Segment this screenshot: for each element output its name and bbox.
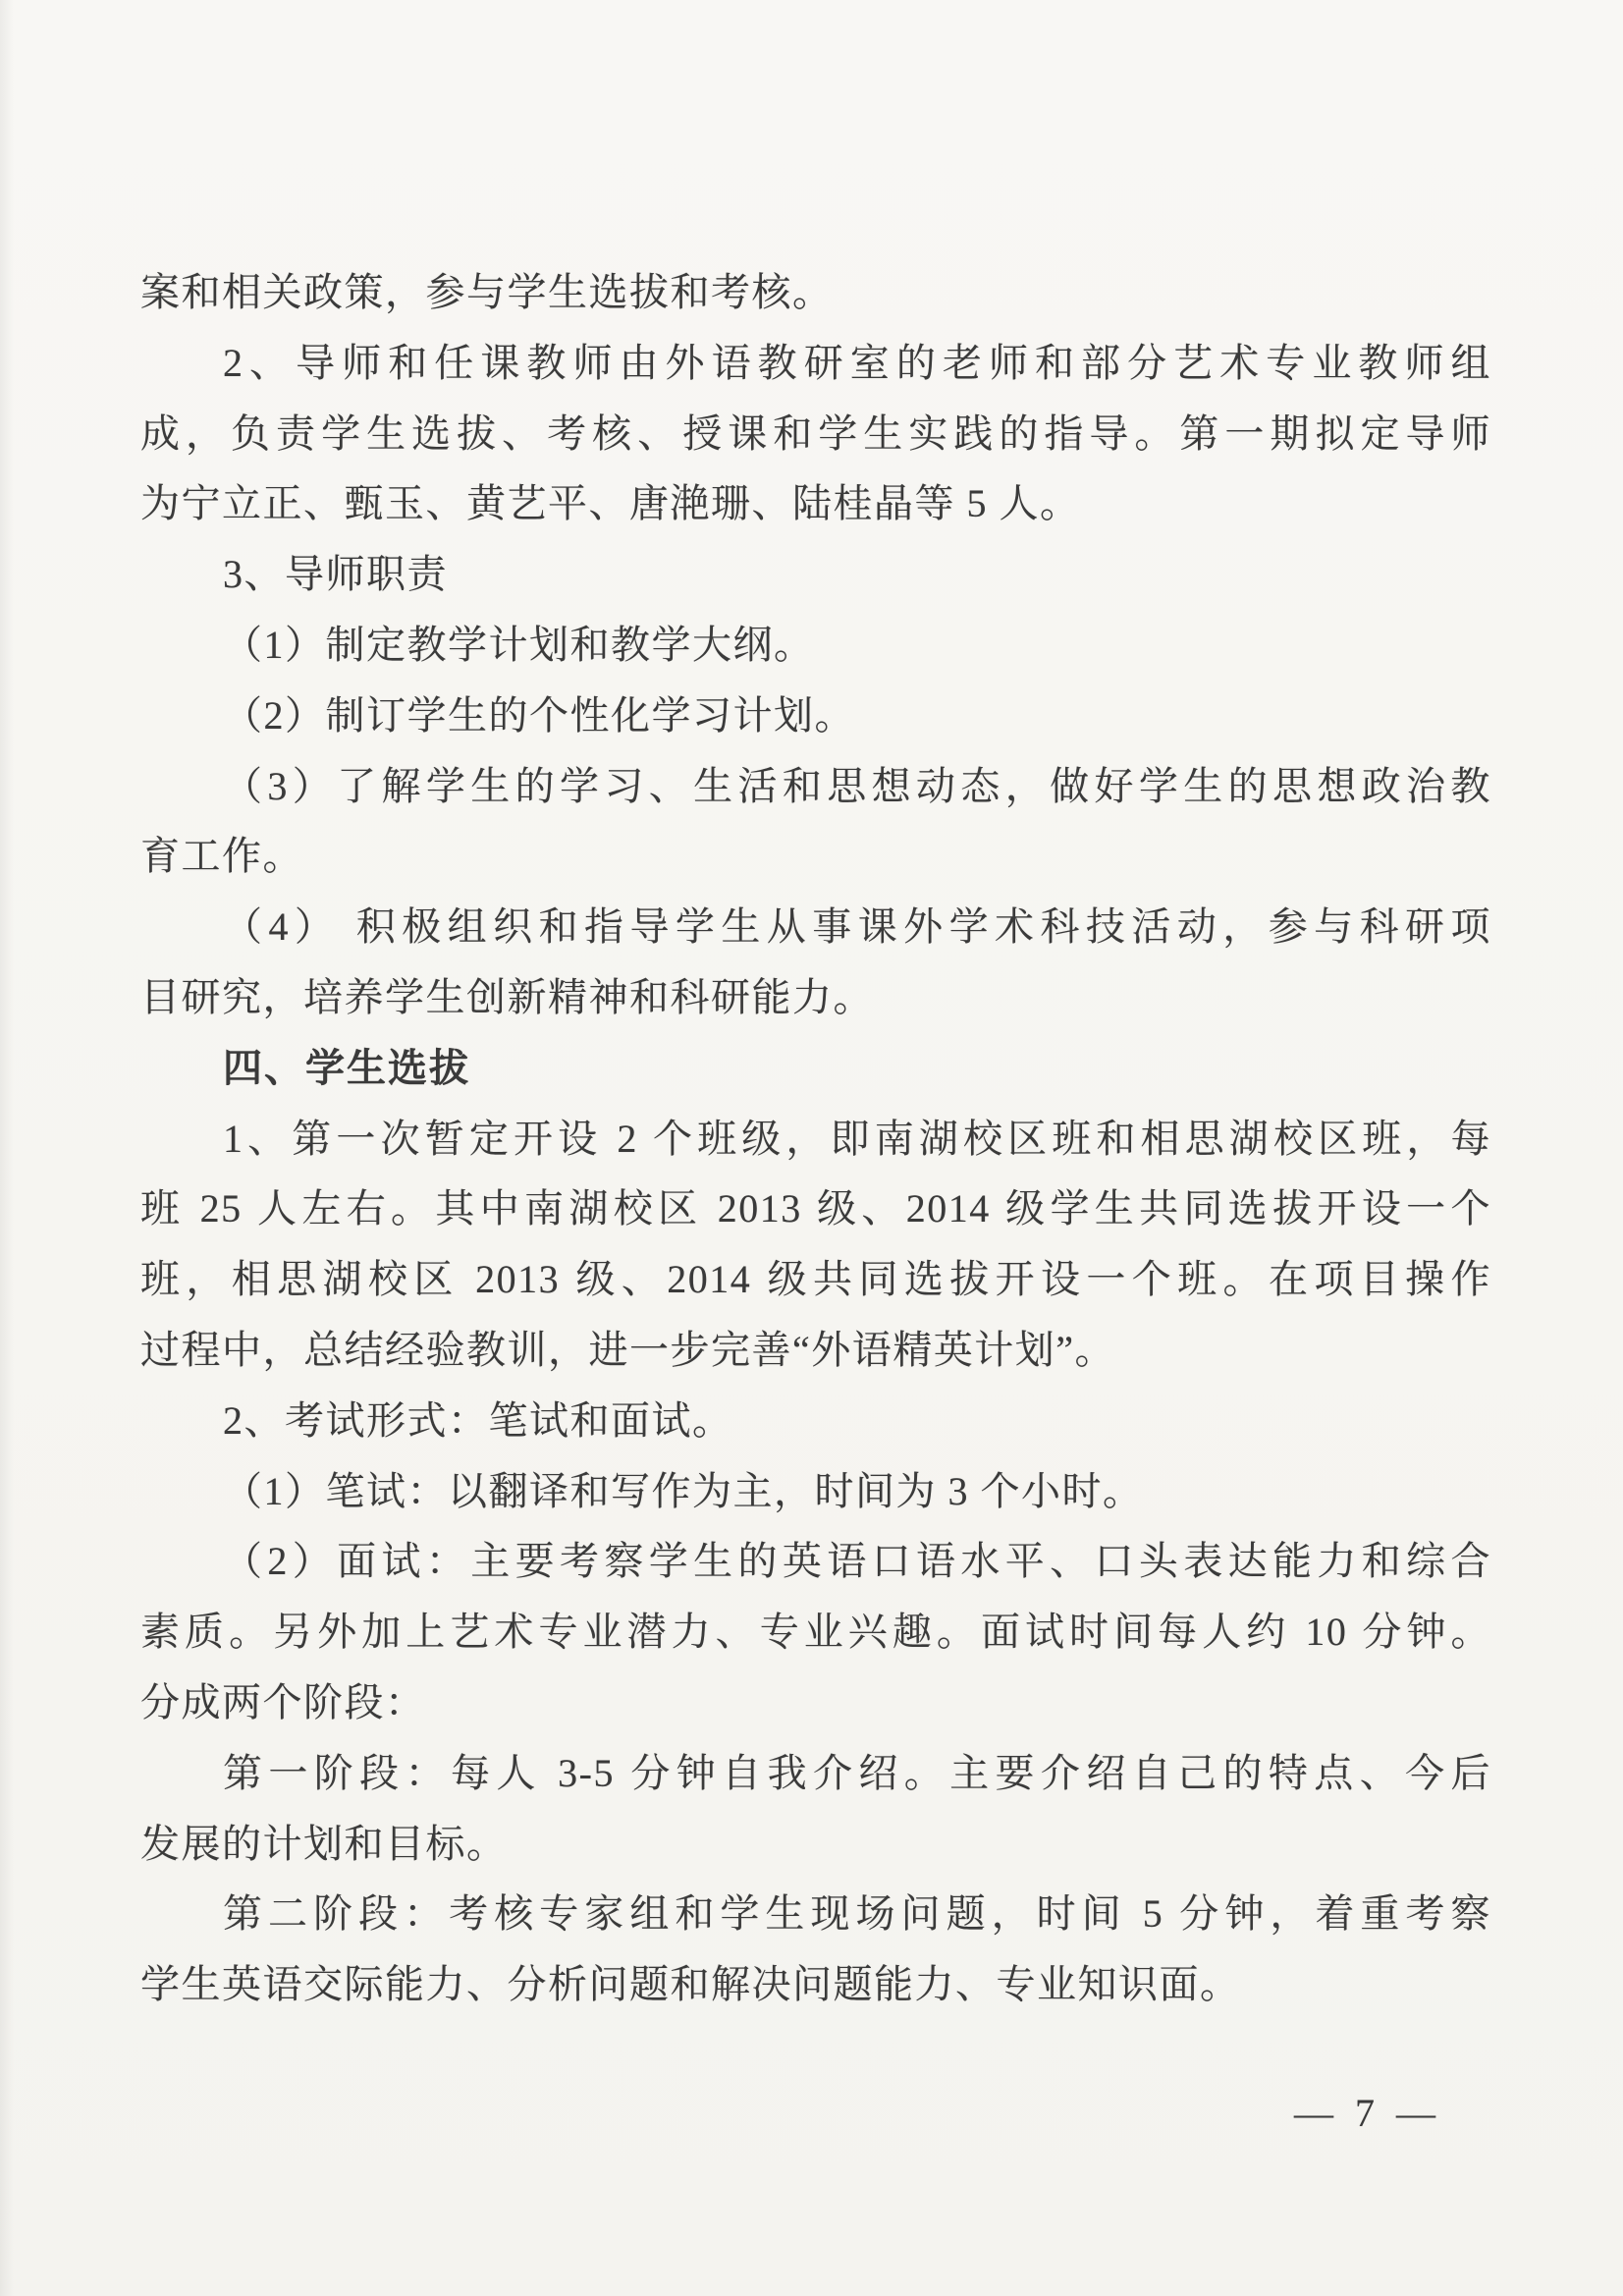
text-line: （4） 积极组织和指导学生从事课外学术科技活动，参与科研项	[223, 904, 1491, 950]
text-line: （3）了解学生的学习、生活和思想动态，做好学生的思想政治教	[223, 763, 1491, 808]
page-number: — 7 —	[1294, 2091, 1441, 2135]
text-line: 目研究，培养学生创新精神和科研能力。	[140, 974, 874, 1019]
text-line: 班，相思湖校区 2013 级、2014 级共同选拔开设一个班。在项目操作	[140, 1257, 1491, 1302]
text-line: 学生英语交际能力、分析问题和解决问题能力、专业知识面。	[140, 1962, 1241, 2007]
text-line: （1）制定教学计划和教学大纲。	[223, 622, 815, 667]
text-line: 发展的计划和目标。	[140, 1821, 508, 1866]
text-line: 案和相关政策，参与学生选拔和考核。	[140, 270, 834, 314]
text-line: （2）制订学生的个性化学习计划。	[223, 692, 855, 738]
text-line: 班 25 人左右。其中南湖校区 2013 级、2014 级学生共同选拔开设一个	[140, 1186, 1491, 1231]
document-body	[140, 257, 1491, 2020]
text-line: 育工作。	[140, 834, 303, 879]
text-line: （1）笔试：以翻译和写作为主，时间为 3 个小时。	[223, 1468, 1144, 1513]
text-line: 1、第一次暂定开设 2 个班级，即南湖校区班和相思湖校区班，每	[223, 1116, 1491, 1161]
text-line: 第一阶段：每人 3-5 分钟自我介绍。主要介绍自己的特点、今后	[223, 1750, 1491, 1795]
text-line: 素质。另外加上艺术专业潜力、专业兴趣。面试时间每人约 10 分钟。	[140, 1610, 1491, 1655]
text-line: 2、考试形式：笔试和面试。	[223, 1397, 733, 1443]
text-line: 第二阶段：考核专家组和学生现场问题，时间 5 分钟，着重考察	[223, 1891, 1491, 1937]
text-line: 为宁立正、甄玉、黄艺平、唐滟珊、陆桂晶等 5 人。	[140, 481, 1081, 526]
text-line: 成，负责学生选拔、考核、授课和学生实践的指导。第一期拟定导师	[140, 410, 1491, 456]
text-line: 分成两个阶段：	[140, 1679, 426, 1724]
section-heading: 四、学生选拔	[223, 1045, 470, 1090]
text-line: 3、导师职责	[223, 552, 448, 597]
text-line: 过程中，总结经验教训，进一步完善“外语精英计划”。	[140, 1327, 1116, 1372]
text-line: （2）面试：主要考察学生的英语口语水平、口头表达能力和综合	[223, 1539, 1491, 1584]
text-line: 2、导师和任课教师由外语教研室的老师和部分艺术专业教师组	[223, 340, 1491, 385]
